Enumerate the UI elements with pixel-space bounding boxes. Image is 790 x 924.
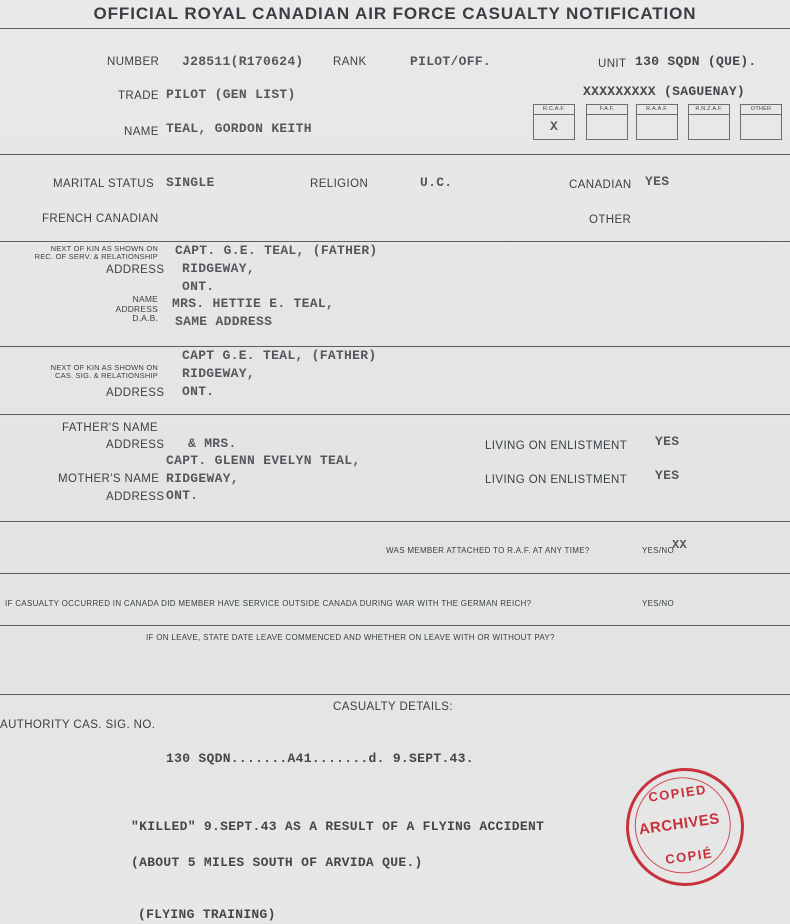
- dab-label-line1: NAME: [132, 294, 158, 304]
- divider: [0, 28, 790, 29]
- parents-line1: & MRS.: [188, 436, 237, 451]
- nok2-line2: RIDGEWAY,: [182, 366, 255, 381]
- service-box-mark: X: [549, 119, 559, 134]
- raf-question: WAS MEMBER ATTACHED TO R.A.F. AT ANY TIME?: [386, 546, 590, 555]
- outside-canada-question: IF CASUALTY OCCURRED IN CANADA DID MEMBER HAVE SERVICE OUTSIDE CANADA DURING WAR WITH THE GERMAN REICH?: [5, 599, 532, 608]
- name-label: NAME: [124, 126, 159, 138]
- dab-label-line3: D.A.B.: [132, 313, 158, 323]
- nok1-label-line2: REC. OF SERV. & RELATIONSHIP: [34, 252, 158, 261]
- other-label: OTHER: [589, 214, 632, 226]
- father-name-label: FATHER'S NAME: [62, 422, 158, 434]
- casualty-details-header: CASUALTY DETAILS:: [333, 701, 453, 713]
- service-box-other: [740, 104, 782, 140]
- mother-name-label: MOTHER'S NAME: [58, 473, 160, 485]
- divider: [0, 625, 790, 626]
- living-on-enlistment-value: YES: [655, 468, 680, 483]
- living-on-enlistment-label: LIVING ON ENLISTMENT: [485, 440, 628, 452]
- divider: [0, 414, 790, 415]
- rank-value: PILOT/OFF.: [410, 54, 492, 69]
- unit-value: 130 SQDN (QUE).: [635, 54, 757, 69]
- service-box-rnzaf: [688, 104, 730, 140]
- service-box-raaf: [636, 104, 678, 140]
- stamp-archives-text: ARCHIVES: [637, 810, 721, 839]
- casualty-line2: "KILLED" 9.SEPT.43 AS A RESULT OF A FLYING ACCIDENT: [131, 819, 545, 834]
- service-box-label: R.N.Z.A.F.: [689, 105, 729, 115]
- leave-question: IF ON LEAVE, STATE DATE LEAVE COMMENCED AND WHETHER ON LEAVE WITH OR WITHOUT PAY?: [146, 633, 555, 642]
- nok2-label-line1: NEXT OF KIN AS SHOWN ON: [50, 363, 158, 372]
- dab-line1: MRS. HETTIE E. TEAL,: [172, 296, 335, 311]
- parents-line2: CAPT. GLENN EVELYN TEAL,: [166, 453, 361, 468]
- nok2-label-line2: CAS. SIG. & RELATIONSHIP: [54, 371, 158, 380]
- divider: [0, 241, 790, 242]
- casualty-line4: (FLYING TRAINING): [138, 907, 276, 922]
- nok1-line1: CAPT. G.E. TEAL, (FATHER): [175, 243, 378, 258]
- dab-line2: SAME ADDRESS: [175, 314, 273, 329]
- divider: [0, 694, 790, 695]
- nok1-label-line1: NEXT OF KIN AS SHOWN ON: [50, 244, 158, 253]
- raf-options: YES/NO: [642, 546, 675, 555]
- nok1-address-label: ADDRESS: [106, 264, 165, 276]
- living-on-enlistment-label: LIVING ON ENLISTMENT: [485, 474, 628, 486]
- name-value: TEAL, GORDON KEITH: [166, 121, 312, 136]
- nok2-line1: CAPT G.E. TEAL, (FATHER): [182, 348, 377, 363]
- form-title: OFFICIAL ROYAL CANADIAN AIR FORCE CASUALTY NOTIFICATION: [93, 4, 697, 23]
- nok1-label: [27, 245, 158, 261]
- casualty-line1: 130 SQDN.......A41.......d. 9.SEPT.43.: [166, 751, 474, 766]
- nok1-line2: RIDGEWAY,: [182, 261, 255, 276]
- canadian-value: YES: [645, 174, 670, 189]
- service-box-label: F.A.F.: [587, 105, 627, 115]
- unit-label: UNIT: [598, 58, 627, 70]
- religion-value: U.C.: [420, 175, 453, 190]
- canadian-label: CANADIAN: [569, 179, 632, 191]
- dab-label: [100, 295, 158, 324]
- authority-label: AUTHORITY CAS. SIG. NO.: [0, 719, 156, 731]
- dab-label-line2: ADDRESS: [115, 303, 158, 314]
- divider: [0, 573, 790, 574]
- parents-line3: RIDGEWAY,: [166, 471, 239, 486]
- unit-line2: XXXXXXXXX (SAGUENAY): [583, 84, 746, 99]
- rank-label: RANK: [333, 56, 367, 68]
- marital-status-value: SINGLE: [166, 175, 215, 190]
- nok2-address-label: ADDRESS: [106, 387, 165, 399]
- father-address-label: ADDRESS: [106, 439, 165, 451]
- stamp-copie-text: COPIÉ: [664, 845, 714, 867]
- service-box-faf: [586, 104, 628, 140]
- number-label: NUMBER: [107, 56, 160, 68]
- stamp-copied-text: COPIED: [647, 781, 708, 805]
- parents-line4: ONT.: [166, 488, 199, 503]
- trade-label: TRADE: [118, 90, 159, 102]
- nok1-line3: ONT.: [182, 279, 215, 294]
- number-value: J28511(R170624): [182, 54, 304, 69]
- religion-label: RELIGION: [310, 178, 369, 190]
- service-box-label: R.A.A.F.: [637, 105, 677, 115]
- marital-status-label: MARITAL STATUS: [53, 178, 155, 190]
- service-box-rcaf: [533, 104, 575, 140]
- service-box-label: OTHER: [741, 105, 781, 115]
- divider: [0, 521, 790, 522]
- divider: [0, 154, 790, 155]
- nok2-label: [27, 364, 158, 380]
- service-box-label: R.C.A.F.: [534, 105, 574, 115]
- archives-stamp: [618, 760, 751, 893]
- trade-value: PILOT (GEN LIST): [166, 87, 296, 102]
- french-canadian-label: FRENCH CANADIAN: [42, 213, 159, 225]
- casualty-line3: (ABOUT 5 MILES SOUTH OF ARVIDA QUE.): [131, 855, 423, 870]
- divider: [0, 346, 790, 347]
- outside-canada-options: YES/NO: [642, 599, 675, 608]
- mother-address-label: ADDRESS: [106, 491, 165, 503]
- nok2-line3: ONT.: [182, 384, 215, 399]
- living-on-enlistment-value: YES: [655, 434, 680, 449]
- raf-mark: XX: [672, 538, 688, 552]
